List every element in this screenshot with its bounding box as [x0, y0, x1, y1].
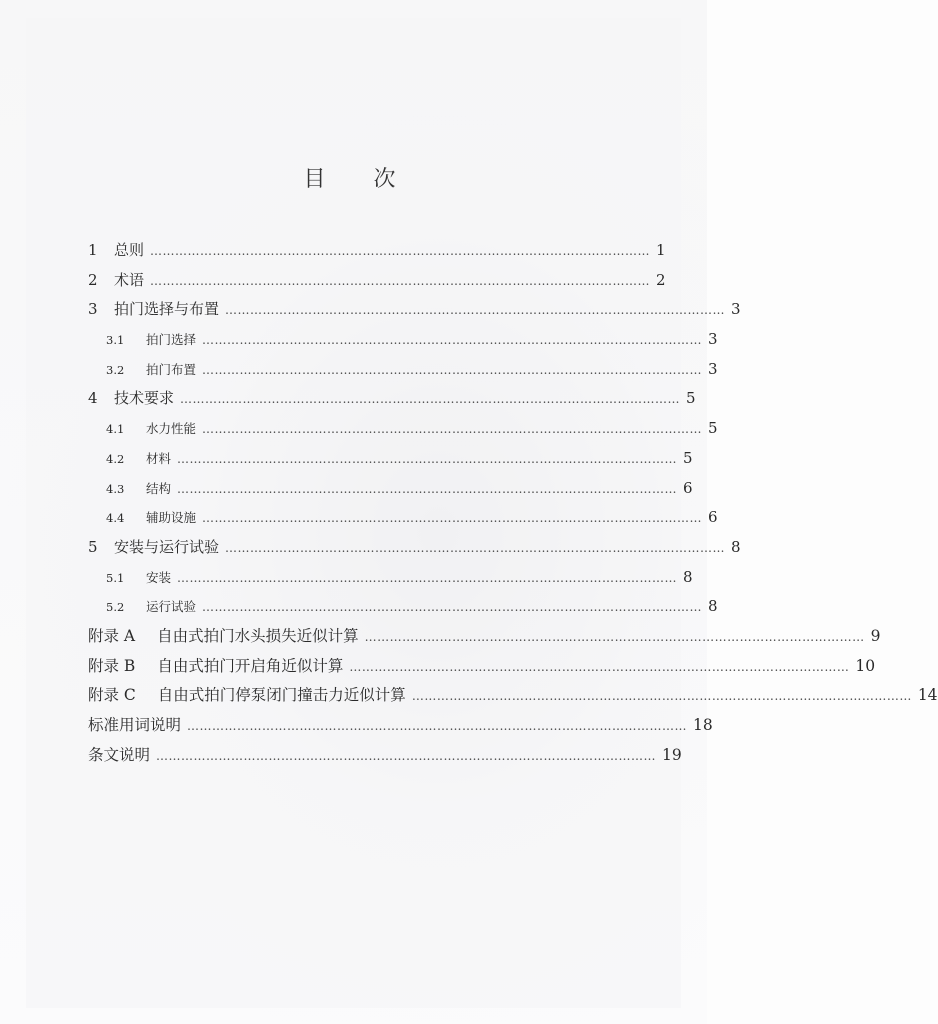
- toc-entry-leader: …………………………………………………………………………………………………………: [225, 540, 726, 555]
- toc-entry-number: 1: [88, 241, 98, 259]
- toc-entry-page-number: 3: [708, 359, 718, 378]
- toc-entry-title: 运行试验: [146, 599, 197, 615]
- toc-entry-title: 术语: [114, 270, 145, 289]
- toc-entry-page-number: 8: [708, 597, 718, 616]
- toc-entry-number: 4.1: [106, 422, 125, 437]
- toc-entry-leader: …………………………………………………………………………………………………………: [202, 362, 703, 377]
- toc-entry-leader: …………………………………………………………………………………………………………: [180, 392, 681, 407]
- toc-entry-leader: …………………………………………………………………………………………………………: [187, 719, 688, 733]
- toc-entry-page-number: 3: [731, 300, 741, 319]
- toc-entry-leader: …………………………………………………………………………………………………………: [202, 511, 703, 526]
- toc-entry-page-number: 1: [656, 241, 666, 259]
- toc-entry[interactable]: [88, 652, 876, 682]
- toc-entry-title: 安装: [146, 569, 172, 585]
- page-title: 目次: [303, 167, 444, 192]
- toc-entry-number: 附录 B: [88, 656, 136, 675]
- toc-entry-number: 附录 A: [88, 626, 136, 645]
- toc-entry-label: [88, 325, 202, 356]
- toc-entry[interactable]: [88, 711, 713, 741]
- toc-entry-label: [88, 295, 225, 325]
- toc-entry-title: 辅助设施: [146, 510, 197, 526]
- toc-entry[interactable]: [88, 355, 718, 385]
- toc-entry-label: [88, 266, 150, 296]
- toc-entry-number: 4.4: [106, 511, 125, 526]
- toc-entry-title: 材料: [146, 450, 172, 466]
- toc-entry[interactable]: [88, 295, 741, 325]
- toc-entry-number: 3.1: [106, 333, 125, 348]
- toc-entry-number: 3: [88, 300, 98, 319]
- toc-entry-page-number: 14: [917, 686, 938, 705]
- toc-entry-number: 4.3: [106, 481, 125, 496]
- toc-entry[interactable]: [88, 741, 682, 771]
- toc-entry[interactable]: [88, 474, 693, 504]
- toc-entry-title: 条文说明: [88, 745, 151, 764]
- table-of-contents: [88, 236, 938, 770]
- toc-entry-page-number: 9: [870, 626, 881, 645]
- toc-entry-title: 结构: [146, 480, 172, 496]
- toc-entry-label: [88, 563, 177, 594]
- toc-entry-label: [88, 741, 156, 771]
- toc-entry-label: [88, 444, 177, 475]
- toc-entry-label: [88, 503, 202, 534]
- toc-entry-title: 标准用词说明: [88, 716, 182, 734]
- toc-entry-page-number: 2: [656, 270, 666, 289]
- toc-entry-page-number: 5: [683, 448, 693, 467]
- toc-entry-leader: …………………………………………………………………………………………………………: [177, 451, 678, 466]
- toc-entry-label: [88, 711, 187, 741]
- toc-entry[interactable]: [88, 236, 666, 266]
- toc-entry-leader: …………………………………………………………………………………………………………: [202, 422, 703, 437]
- toc-entry-leader: …………………………………………………………………………………………………………: [150, 273, 651, 288]
- toc-entry-leader: …………………………………………………………………………………………………………: [202, 600, 703, 615]
- toc-entry-title: 自由式拍门水头损失近似计算: [157, 626, 359, 645]
- toc-entry-page-number: 8: [731, 537, 741, 556]
- toc-entry-number: 4.2: [106, 451, 125, 466]
- toc-entry-page-number: 19: [662, 745, 682, 764]
- toc-entry-leader: …………………………………………………………………………………………………………: [364, 629, 865, 644]
- toc-entry-page-number: 8: [683, 567, 693, 586]
- toc-entry-label: [88, 622, 365, 652]
- toc-entry-page-number: 5: [708, 419, 718, 438]
- toc-entry-number: 4: [88, 389, 98, 408]
- toc-entry-title: 总则: [114, 241, 145, 259]
- toc-entry-title: 自由式拍门开启角近似计算: [157, 656, 344, 675]
- toc-entry-label: [88, 414, 202, 445]
- toc-entry-label: [88, 652, 349, 682]
- toc-entry-title: 自由式拍门停泵闭门撞击力近似计算: [157, 686, 406, 705]
- toc-entry-title: 拍门选择: [146, 332, 197, 348]
- toc-entry-title: 拍门选择与布置: [114, 300, 220, 319]
- toc-entry[interactable]: [88, 325, 718, 355]
- toc-entry[interactable]: [88, 384, 696, 414]
- toc-entry-page-number: 18: [693, 716, 713, 734]
- toc-entry-title: 拍门布置: [146, 361, 197, 377]
- toc-entry-page-number: 6: [708, 508, 718, 527]
- toc-entry-label: [88, 681, 412, 711]
- toc-entry[interactable]: [88, 563, 693, 593]
- toc-entry-page-number: 5: [686, 389, 696, 408]
- toc-entry-number: 附录 C: [88, 686, 136, 705]
- toc-entry-label: [88, 474, 177, 505]
- toc-entry[interactable]: [88, 444, 693, 474]
- toc-entry-page-number: 6: [683, 478, 693, 497]
- toc-entry-leader: …………………………………………………………………………………………………………: [411, 689, 912, 704]
- toc-entry-label: [88, 384, 180, 414]
- toc-entry-leader: …………………………………………………………………………………………………………: [349, 659, 850, 674]
- toc-entry-title: 安装与运行试验: [114, 537, 220, 556]
- toc-entry-label: [88, 592, 202, 623]
- toc-entry-leader: …………………………………………………………………………………………………………: [150, 244, 651, 258]
- toc-entry-number: 5: [88, 537, 98, 556]
- toc-entry[interactable]: [88, 622, 881, 652]
- toc-entry-title: 水力性能: [146, 421, 197, 437]
- toc-entry-leader: …………………………………………………………………………………………………………: [225, 303, 726, 318]
- toc-entry-label: [88, 236, 150, 266]
- toc-entry-page-number: 3: [708, 330, 718, 349]
- toc-entry-number: 3.2: [106, 362, 125, 377]
- toc-entry[interactable]: [88, 414, 718, 444]
- toc-entry-number: 2: [88, 270, 98, 289]
- toc-entry[interactable]: [88, 503, 718, 533]
- toc-entry-label: [88, 533, 225, 563]
- toc-entry-number: 5.2: [106, 600, 125, 615]
- toc-entry-leader: …………………………………………………………………………………………………………: [156, 748, 657, 763]
- toc-entry-page-number: 10: [855, 656, 876, 675]
- toc-entry[interactable]: [88, 266, 666, 296]
- toc-entry[interactable]: [88, 533, 741, 563]
- toc-entry-number: 5.1: [106, 570, 125, 585]
- toc-entry-leader: …………………………………………………………………………………………………………: [177, 481, 678, 496]
- toc-entry-leader: …………………………………………………………………………………………………………: [177, 570, 678, 585]
- toc-entry[interactable]: [88, 681, 938, 711]
- toc-entry[interactable]: [88, 592, 718, 622]
- toc-entry-title: 技术要求: [114, 389, 175, 408]
- toc-entry-leader: …………………………………………………………………………………………………………: [202, 333, 703, 348]
- toc-entry-label: [88, 355, 202, 386]
